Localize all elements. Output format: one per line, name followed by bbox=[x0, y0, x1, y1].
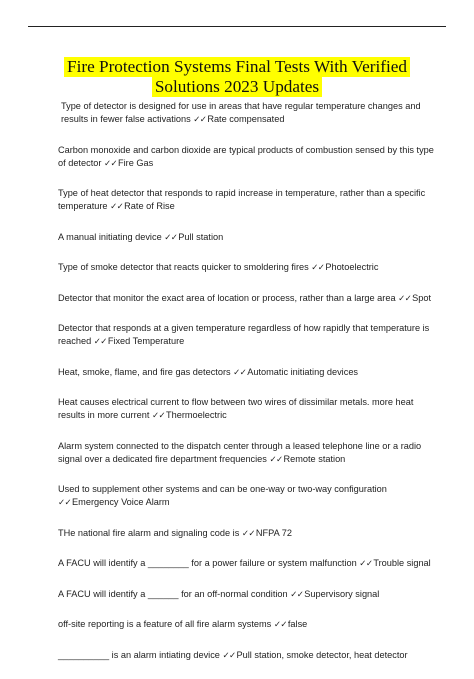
document-title bbox=[0, 57, 474, 97]
answer-text: Fire Gas bbox=[118, 157, 154, 168]
qa-item bbox=[58, 144, 438, 171]
check-icon: ✓✓ bbox=[222, 650, 236, 661]
answer-text: Pull station bbox=[178, 231, 224, 242]
question-text: Detector that monitor the exact area of location or process, rather than a large area bbox=[58, 292, 399, 303]
question-text: __________ is an alarm intiating device bbox=[58, 649, 223, 660]
question-text: Heat, smoke, flame, and fire gas detectors bbox=[58, 366, 234, 377]
check-icon: ✓✓ bbox=[273, 620, 287, 630]
answer-text: Rate of Rise bbox=[124, 201, 175, 211]
question-text: A FACU will identify a ________ for a power failure or system malfunction bbox=[58, 558, 360, 568]
title-line-1: Fire Protection Systems Final Tests With Verified bbox=[64, 57, 410, 77]
qa-item bbox=[58, 322, 438, 349]
qa-list bbox=[58, 100, 438, 679]
check-icon: ✓✓ bbox=[311, 263, 325, 273]
check-icon: ✓✓ bbox=[290, 589, 304, 600]
answer-text: Pull station, smoke detector, heat detector bbox=[236, 649, 408, 660]
qa-item bbox=[58, 292, 438, 306]
check-icon: ✓✓ bbox=[58, 498, 72, 508]
check-icon: ✓✓ bbox=[103, 158, 118, 169]
question-text: Type of smoke detector that reacts quicker to smoldering fires bbox=[58, 262, 312, 272]
qa-item bbox=[58, 483, 438, 510]
check-icon: ✓✓ bbox=[193, 115, 207, 125]
qa-item bbox=[58, 396, 438, 423]
check-icon: ✓✓ bbox=[151, 411, 165, 421]
check-icon: ✓✓ bbox=[93, 337, 107, 347]
check-icon: ✓✓ bbox=[398, 293, 412, 304]
answer-text: Rate compensated bbox=[207, 114, 285, 124]
answer-text: Emergency Voice Alarm bbox=[72, 497, 170, 507]
question-text: A FACU will identify a ______ for an off-normal condition bbox=[58, 588, 291, 599]
answer-text: Supervisory signal bbox=[304, 588, 380, 599]
check-icon: ✓✓ bbox=[241, 528, 255, 539]
answer-text: Fixed Temperature bbox=[107, 336, 185, 346]
qa-item bbox=[58, 100, 438, 127]
answer-text: Automatic initiating devices bbox=[247, 366, 359, 377]
answer-text: Photoelectric bbox=[325, 262, 379, 272]
question-text: Heat causes electrical current to flow between two wires of dissimilar metals. more heat results in more current bbox=[58, 397, 414, 420]
qa-item bbox=[58, 527, 438, 541]
question-text: Type of heat detector that responds to rapid increase in temperature, rather than a specific temperature bbox=[58, 188, 426, 211]
top-rule bbox=[28, 26, 446, 27]
check-icon: ✓✓ bbox=[233, 367, 247, 378]
question-text: Used to supplement other systems and can be one-way or two-way configuration bbox=[58, 484, 387, 494]
check-icon: ✓✓ bbox=[164, 232, 178, 243]
answer-text: Thermoelectric bbox=[166, 410, 227, 420]
question-text: THe national fire alarm and signaling code is bbox=[58, 527, 242, 538]
answer-text: Spot bbox=[412, 292, 432, 303]
question-text: Type of detector is designed for use in areas that have regular temperature changes and results in fewer false activations bbox=[61, 101, 421, 124]
title-line-2: Solutions 2023 Updates bbox=[152, 77, 322, 97]
qa-item bbox=[58, 588, 438, 602]
qa-item bbox=[58, 261, 438, 275]
qa-item bbox=[58, 649, 438, 663]
question-text: off-site reporting is a feature of all fire alarm systems bbox=[58, 619, 274, 629]
answer-text: NFPA 72 bbox=[255, 527, 292, 538]
qa-item bbox=[58, 187, 438, 214]
question-text: A manual initiating device bbox=[58, 231, 165, 242]
answer-text: false bbox=[287, 619, 308, 629]
qa-item bbox=[58, 231, 438, 245]
qa-item bbox=[58, 618, 438, 632]
qa-item bbox=[58, 557, 438, 571]
qa-item bbox=[58, 440, 438, 467]
check-icon: ✓✓ bbox=[110, 202, 124, 212]
answer-text: Remote station bbox=[283, 453, 346, 464]
check-icon: ✓✓ bbox=[269, 454, 283, 465]
question-text: Alarm system connected to the dispatch center through a leased telephone line or a radio signal over a dedicated fire department frequencies bbox=[58, 440, 422, 464]
question-text: Carbon monoxide and carbon dioxide are typical products of combustion sensed by this type of detector bbox=[58, 144, 434, 168]
check-icon: ✓✓ bbox=[359, 559, 373, 569]
answer-text: Trouble signal bbox=[373, 558, 431, 568]
qa-item bbox=[58, 366, 438, 380]
question-text: Detector that responds at a given temperature regardless of how rapidly that temperature is reached bbox=[58, 323, 430, 346]
